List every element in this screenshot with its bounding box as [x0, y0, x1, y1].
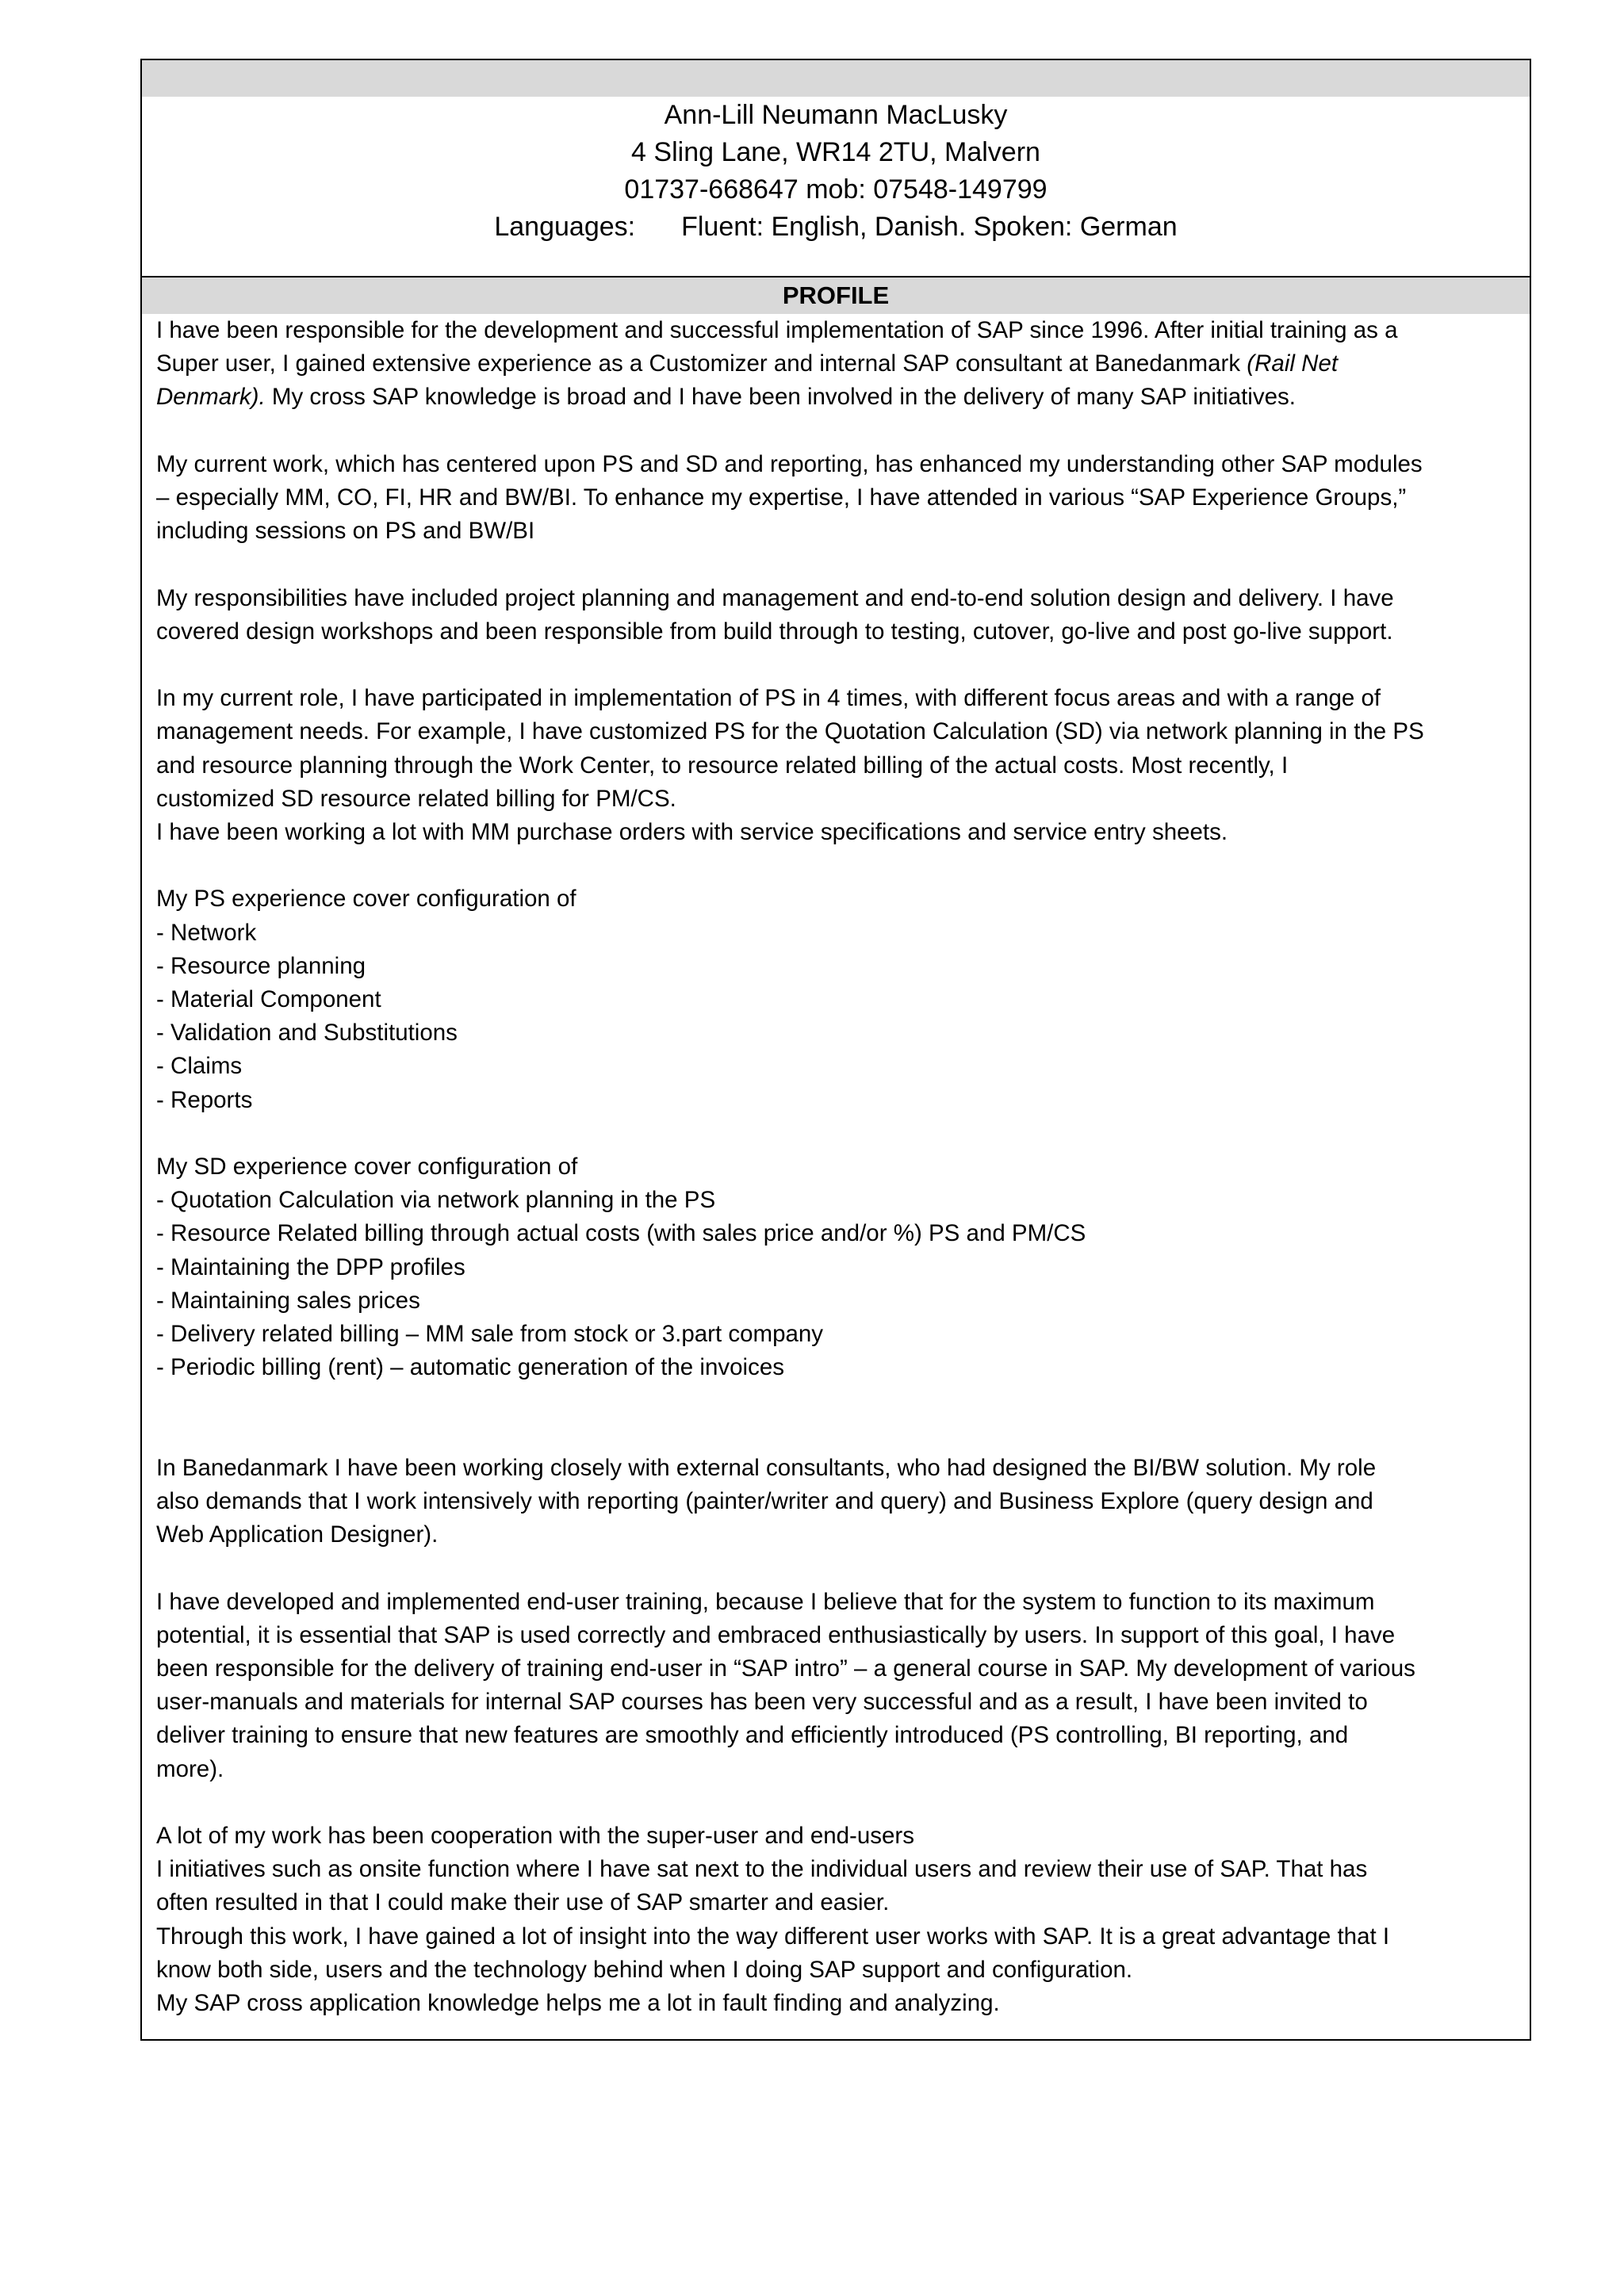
languages-value: Fluent: English, Danish. Spoken: German: [681, 212, 1178, 242]
list-item: - Material Component: [156, 986, 381, 1012]
phone-numbers: 01737-668647 mob: 07548-149799: [624, 174, 1048, 205]
list-item: - Reports: [156, 1086, 253, 1113]
text-line: My SAP cross application knowledge helps me a lot in fault finding and analyzing.: [156, 1990, 1000, 2017]
text-line: user-manuals and materials for internal SAP courses has been very successful and as a result, I have been invited to: [156, 1689, 1368, 1716]
list-item: - Delivery related billing – MM sale from stock or 3.part company: [156, 1321, 824, 1348]
list-item: - Quotation Calculation via network planning in the PS: [156, 1187, 716, 1214]
text-line: – especially MM, CO, FI, HR and BW/BI. To enhance my expertise, I have attended in various “SAP Experience Groups,”: [156, 484, 1407, 511]
contact-header: [142, 97, 1530, 246]
text-line: customized SD resource related billing for PM/CS.: [156, 785, 676, 812]
sd-experience-list: [156, 1150, 1522, 1384]
profile-paragraph-3: [156, 582, 1522, 649]
text-line: covered design workshops and been responsible from build through to testing, cutover, go-live and post go-live support.: [156, 618, 1393, 645]
text-line: more).: [156, 1755, 224, 1782]
top-shaded-bar: [142, 60, 1530, 97]
text-segment: My cross SAP knowledge is broad and I have been involved in the delivery of many SAP initiatives.: [265, 384, 1296, 411]
cv-frame: [140, 59, 1531, 2041]
applicant-name: Ann-Lill Neumann MacLusky: [664, 100, 1008, 130]
list-item: - Resource planning: [156, 952, 366, 979]
text-line: management needs. For example, I have customized PS for the Quotation Calculation (SD) via network planning in the PS: [156, 718, 1424, 745]
profile-paragraph-5: [156, 1452, 1522, 1552]
profile-paragraph-1: [156, 314, 1522, 415]
text-line: My responsibilities have included project planning and management and end-to-end solution design and delivery. I have: [156, 584, 1394, 611]
text-line: My current work, which has centered upon PS and SD and reporting, has enhanced my understanding other SAP modules: [156, 450, 1423, 477]
italic-segment: Denmark).: [156, 384, 266, 411]
list-item: - Claims: [156, 1053, 243, 1080]
profile-paragraph-6: [156, 1586, 1522, 1786]
text-line: often resulted in that I could make their use of SAP smarter and easier.: [156, 1889, 890, 1916]
text-line: A lot of my work has been cooperation with the super-user and end-users: [156, 1823, 914, 1850]
sd-list-intro: My SD experience cover configuration of: [156, 1154, 578, 1180]
text-line: [156, 381, 1522, 414]
text-line: and resource planning through the Work Center, to resource related billing of the actual costs. Most recently, I: [156, 752, 1289, 779]
text-line: I initiatives such as onsite function where I have sat next to the individual users and review their use of SAP. That has: [156, 1856, 1368, 1883]
languages-label: Languages:: [494, 212, 636, 242]
text-line: In Banedanmark I have been working closely with external consultants, who had designed the BI/BW solution. My role: [156, 1454, 1377, 1481]
list-item: - Maintaining sales prices: [156, 1287, 420, 1314]
text-line: I have been working a lot with MM purchase orders with service specifications and service entry sheets.: [156, 819, 1228, 845]
text-line: also demands that I work intensively with reporting (painter/writer and query) and Business Explore (query design and: [156, 1488, 1373, 1515]
list-item: - Resource Related billing through actual costs (with sales price and/or %) PS and PM/CS: [156, 1220, 1086, 1247]
ps-list-intro: My PS experience cover configuration of: [156, 886, 576, 913]
list-item: - Maintaining the DPP profiles: [156, 1253, 465, 1280]
text-line: [156, 347, 1522, 381]
text-line: potential, it is essential that SAP is used correctly and embraced enthusiastically by users. In support of this goal, I have: [156, 1621, 1396, 1648]
section-title-profile: PROFILE: [142, 277, 1530, 314]
profile-paragraph-4: [156, 682, 1522, 849]
text-line: deliver training to ensure that new features are smoothly and efficiently introduced (PS controlling, BI reporting, and: [156, 1722, 1349, 1749]
list-item: - Validation and Substitutions: [156, 1020, 458, 1047]
text-line: Web Application Designer).: [156, 1521, 439, 1548]
profile-paragraph-2: [156, 448, 1522, 549]
text-line: I have developed and implemented end-user training, because I believe that for the system to function to its maximum: [156, 1588, 1375, 1615]
italic-segment: (Rail Net: [1247, 350, 1339, 377]
text-line: been responsible for the delivery of training end-user in “SAP intro” – a general course in SAP. My development of various: [156, 1655, 1415, 1682]
text-line: Through this work, I have gained a lot of insight into the way different user works with SAP. It is a great advantage that I: [156, 1923, 1390, 1950]
profile-body: [156, 314, 1522, 2020]
languages-line: [142, 209, 1530, 246]
text-segment: Super user, I gained extensive experience as a Customizer and internal SAP consultant at Banedanmark: [156, 350, 1247, 377]
text-line: I have been responsible for the development and successful implementation of SAP since 1996. After initial training as a: [156, 317, 1398, 343]
text-line: In my current role, I have participated in implementation of PS in 4 times, with different focus areas and with a range of: [156, 685, 1381, 712]
list-item: - Network: [156, 919, 257, 946]
address: 4 Sling Lane, WR14 2TU, Malvern: [631, 137, 1040, 167]
list-item: - Periodic billing (rent) – automatic generation of the invoices: [156, 1354, 784, 1381]
text-line: including sessions on PS and BW/BI: [156, 518, 535, 545]
ps-experience-list: [156, 882, 1522, 1116]
text-line: know both side, users and the technology behind when I doing SAP support and configuration.: [156, 1956, 1133, 1983]
profile-paragraph-7: [156, 1820, 1522, 2020]
